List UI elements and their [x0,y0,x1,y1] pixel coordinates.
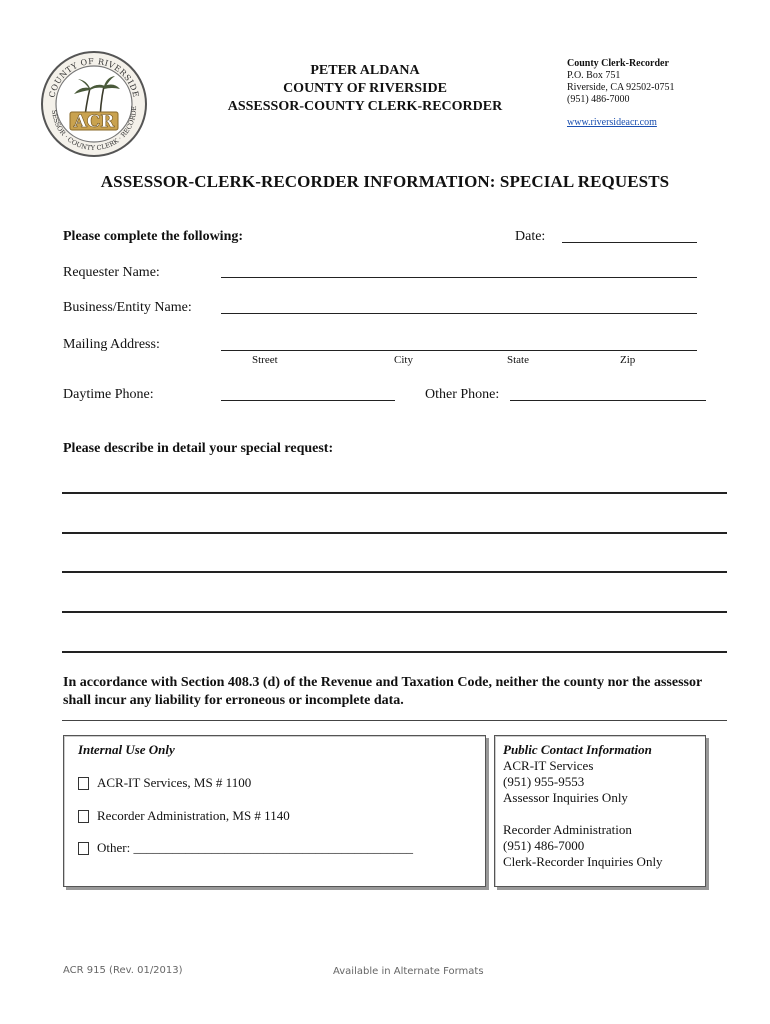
date-label: Date: [515,229,546,244]
other-phone-label: Other Phone: [425,387,500,402]
office-name: ASSESSOR-COUNTY CLERK-RECORDER [227,99,503,114]
requester-name-field[interactable] [221,277,697,278]
request-prompt: Please describe in detail your special request: [63,441,334,456]
notice-divider [62,720,727,721]
alternate-formats-note: Available in Alternate Formats [333,966,484,977]
form-title: ASSESSOR-CLERK-RECORDER INFORMATION: SPECIAL REQUESTS [100,172,670,191]
contact-group-phone: (951) 955-9553 [503,774,585,789]
address-state-caption: State [507,354,529,366]
contact-group-name: Recorder Administration [503,822,632,837]
contact-city: Riverside, CA 92502-0751 [567,82,675,93]
date-field[interactable] [562,242,697,243]
internal-option-recorder-admin[interactable] [78,808,290,824]
other-phone-field[interactable] [510,400,706,401]
checkbox-icon[interactable] [78,810,89,823]
request-line-3[interactable] [62,571,727,573]
internal-use-title: Internal Use Only [78,742,175,757]
website-link[interactable]: www.riversideacr.com [567,117,657,128]
contact-pobox: P.O. Box 751 [567,70,621,81]
address-zip-caption: Zip [620,354,636,366]
daytime-phone-field[interactable] [221,400,395,401]
internal-option-other[interactable] [78,840,413,856]
business-name-label: Business/Entity Name: [63,300,192,315]
request-line-1[interactable] [62,492,727,494]
business-name-field[interactable] [221,313,697,314]
contact-group-note: Assessor Inquiries Only [503,790,628,805]
checkbox-icon[interactable] [78,842,89,855]
public-contact-title: Public Contact Information [503,742,652,757]
checkbox-icon[interactable] [78,777,89,790]
svg-text:COUNTY OF RIVERSIDE: COUNTY OF RIVERSIDE [47,56,141,99]
request-line-5[interactable] [62,651,727,653]
county-name: COUNTY OF RIVERSIDE [283,81,447,96]
contact-group-phone: (951) 486-7000 [503,838,585,853]
svg-text:ACR: ACR [73,112,115,132]
mailing-address-label: Mailing Address: [63,337,160,352]
header-office-block [200,62,530,116]
form-instruction: Please complete the following: [63,229,244,244]
internal-option-label: Other: ___________________________________________ [97,840,413,855]
mailing-address-field[interactable] [221,350,697,351]
county-seal-logo [40,50,148,158]
public-contact-box [494,735,706,887]
contact-group-note: Clerk-Recorder Inquiries Only [503,854,663,869]
form-number: ACR 915 (Rev. 01/2013) [63,965,183,976]
internal-option-acr-it[interactable] [78,775,251,791]
address-city-caption: City [394,354,413,366]
internal-use-box [63,735,486,887]
internal-option-label: ACR-IT Services, MS # 1100 [97,775,252,790]
contact-phone: (951) 486-7000 [567,94,630,105]
request-line-2[interactable] [62,532,727,534]
svg-text:ASSESSOR · COUNTY CLERK · RECO: SESSOR · COUNTY CLERK · RECORDE [50,105,139,153]
address-street-caption: Street [252,354,278,366]
assessor-name: PETER ALDANA [310,63,420,78]
request-line-4[interactable] [62,611,727,613]
liability-notice: In accordance with Section 408.3 (d) of the Revenue and Taxation Code, neither the county nor the assessor shall incur any liability for erroneous or incomplete data. [63,675,702,708]
requester-name-label: Requester Name: [63,265,160,280]
contact-address-block [567,58,675,129]
daytime-phone-label: Daytime Phone: [63,387,154,402]
internal-option-label: Recorder Administration, MS # 1140 [97,808,290,823]
contact-group-name: ACR-IT Services [503,758,594,773]
contact-title: County Clerk-Recorder [567,58,669,69]
